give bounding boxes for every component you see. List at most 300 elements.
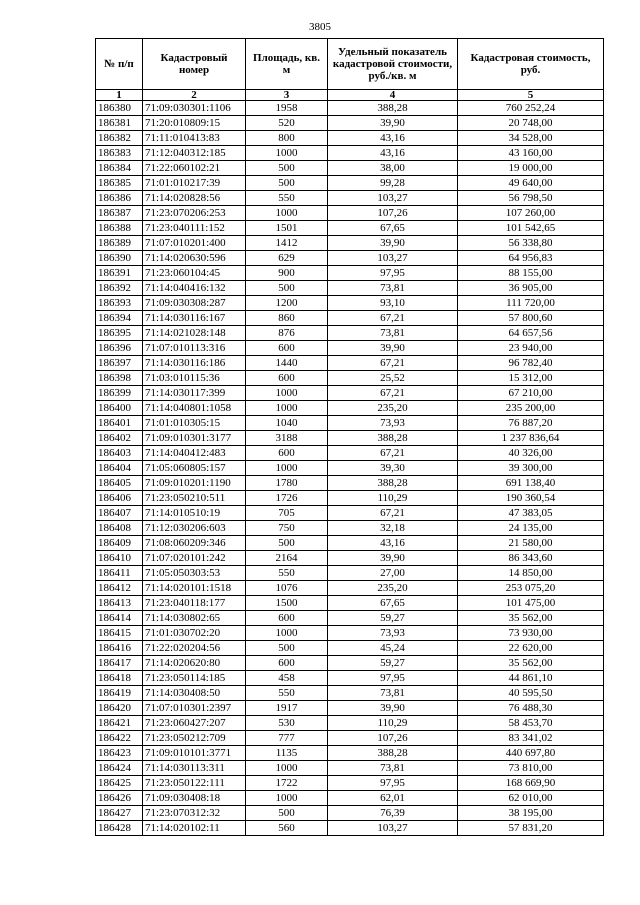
unit-rate-cell: 38,00 — [328, 161, 458, 176]
table-row — [96, 476, 604, 491]
table-row — [96, 761, 604, 776]
cadastral-number-cell: 71:03:010115:36 — [143, 371, 246, 386]
area-cell: 500 — [246, 281, 328, 296]
table-row — [96, 581, 604, 596]
unit-rate-cell: 39,90 — [328, 701, 458, 716]
cadastral-cost-cell: 101 542,65 — [458, 221, 604, 236]
table-row — [96, 551, 604, 566]
table-row — [96, 386, 604, 401]
area-cell: 1722 — [246, 776, 328, 791]
table-row — [96, 641, 604, 656]
table-row — [96, 371, 604, 386]
row-index-cell: 186386 — [96, 191, 143, 206]
cadastral-number-cell: 71:07:010301:2397 — [143, 701, 246, 716]
row-index-cell: 186383 — [96, 146, 143, 161]
cadastral-number-cell: 71:07:010201:400 — [143, 236, 246, 251]
area-cell: 500 — [246, 641, 328, 656]
cadastral-number-cell: 71:01:010305:15 — [143, 416, 246, 431]
unit-rate-cell: 388,28 — [328, 101, 458, 116]
unit-rate-cell: 67,65 — [328, 221, 458, 236]
cadastral-cost-cell: 58 453,70 — [458, 716, 604, 731]
unit-rate-cell: 73,81 — [328, 326, 458, 341]
cadastral-number-cell: 71:14:030117:399 — [143, 386, 246, 401]
row-index-cell: 186404 — [96, 461, 143, 476]
row-index-cell: 186405 — [96, 476, 143, 491]
cadastral-number-cell: 71:23:050212:709 — [143, 731, 246, 746]
cadastral-cost-cell: 64 956,83 — [458, 251, 604, 266]
header-row — [96, 39, 604, 90]
row-index-cell: 186390 — [96, 251, 143, 266]
area-cell: 1501 — [246, 221, 328, 236]
row-index-cell: 186412 — [96, 581, 143, 596]
area-cell: 1200 — [246, 296, 328, 311]
cadastral-cost-cell: 19 000,00 — [458, 161, 604, 176]
area-cell: 500 — [246, 176, 328, 191]
header-index: № п/п — [96, 39, 143, 90]
row-index-cell: 186413 — [96, 596, 143, 611]
cadastral-number-cell: 71:09:030301:1106 — [143, 101, 246, 116]
table-row — [96, 791, 604, 806]
area-cell: 1000 — [246, 461, 328, 476]
header-unit-rate: Удельный показатель кадастровой стоимости, руб./кв. м — [328, 39, 458, 90]
cadastral-cost-cell: 107 260,00 — [458, 206, 604, 221]
cadastral-cost-cell: 21 580,00 — [458, 536, 604, 551]
row-index-cell: 186400 — [96, 401, 143, 416]
area-cell: 629 — [246, 251, 328, 266]
cadastral-cost-cell: 15 312,00 — [458, 371, 604, 386]
page-number: 3805 — [309, 21, 331, 33]
unit-rate-cell: 97,95 — [328, 266, 458, 281]
row-index-cell: 186418 — [96, 671, 143, 686]
table-row — [96, 671, 604, 686]
table-row — [96, 566, 604, 581]
row-index-cell: 186397 — [96, 356, 143, 371]
cadastral-number-cell: 71:14:020102:11 — [143, 821, 246, 836]
cadastral-cost-cell: 76 887,20 — [458, 416, 604, 431]
unit-rate-cell: 67,21 — [328, 506, 458, 521]
row-index-cell: 186422 — [96, 731, 143, 746]
cadastral-number-cell: 71:23:050122:111 — [143, 776, 246, 791]
area-cell: 1412 — [246, 236, 328, 251]
cadastral-number-cell: 71:09:030308:287 — [143, 296, 246, 311]
cadastral-cost-cell: 168 669,90 — [458, 776, 604, 791]
unit-rate-cell: 97,95 — [328, 671, 458, 686]
unit-rate-cell: 67,21 — [328, 356, 458, 371]
table-row — [96, 626, 604, 641]
table-row — [96, 416, 604, 431]
cadastral-number-cell: 71:14:030113:311 — [143, 761, 246, 776]
unit-rate-cell: 388,28 — [328, 746, 458, 761]
row-index-cell: 186389 — [96, 236, 143, 251]
table-row — [96, 206, 604, 221]
row-index-cell: 186380 — [96, 101, 143, 116]
table-row — [96, 161, 604, 176]
area-cell: 1000 — [246, 146, 328, 161]
unit-rate-cell: 67,21 — [328, 311, 458, 326]
cadastral-number-cell: 71:14:021028:148 — [143, 326, 246, 341]
table-row — [96, 251, 604, 266]
table-row — [96, 611, 604, 626]
table-row — [96, 191, 604, 206]
table-row — [96, 341, 604, 356]
cadastral-number-cell: 71:05:060805:157 — [143, 461, 246, 476]
area-cell: 777 — [246, 731, 328, 746]
cadastral-number-cell: 71:07:020101:242 — [143, 551, 246, 566]
cadastral-number-cell: 71:22:020204:56 — [143, 641, 246, 656]
unit-rate-cell: 59,27 — [328, 656, 458, 671]
table-row — [96, 446, 604, 461]
table-row — [96, 431, 604, 446]
column-number: 4 — [328, 90, 458, 101]
table-row — [96, 311, 604, 326]
table-row — [96, 491, 604, 506]
table-row — [96, 536, 604, 551]
cadastral-cost-cell: 83 341,02 — [458, 731, 604, 746]
row-index-cell: 186402 — [96, 431, 143, 446]
unit-rate-cell: 73,81 — [328, 761, 458, 776]
unit-rate-cell: 43,16 — [328, 536, 458, 551]
row-index-cell: 186407 — [96, 506, 143, 521]
table-row — [96, 116, 604, 131]
unit-rate-cell: 107,26 — [328, 206, 458, 221]
unit-rate-cell: 110,29 — [328, 716, 458, 731]
cadastral-number-cell: 71:14:040416:132 — [143, 281, 246, 296]
row-index-cell: 186384 — [96, 161, 143, 176]
table-row — [96, 701, 604, 716]
row-index-cell: 186396 — [96, 341, 143, 356]
column-number: 5 — [458, 90, 604, 101]
row-index-cell: 186427 — [96, 806, 143, 821]
cadastral-number-cell: 71:23:060427:207 — [143, 716, 246, 731]
table-row — [96, 806, 604, 821]
cadastral-number-cell: 71:23:070312:32 — [143, 806, 246, 821]
row-index-cell: 186408 — [96, 521, 143, 536]
row-index-cell: 186399 — [96, 386, 143, 401]
area-cell: 550 — [246, 686, 328, 701]
cadastral-cost-cell: 235 200,00 — [458, 401, 604, 416]
cadastral-cost-cell: 35 562,00 — [458, 611, 604, 626]
area-cell: 1135 — [246, 746, 328, 761]
table-row — [96, 686, 604, 701]
cadastral-cost-cell: 67 210,00 — [458, 386, 604, 401]
cadastral-cost-cell: 40 326,00 — [458, 446, 604, 461]
row-index-cell: 186414 — [96, 611, 143, 626]
area-cell: 1780 — [246, 476, 328, 491]
table-row — [96, 356, 604, 371]
cadastral-cost-cell: 43 160,00 — [458, 146, 604, 161]
cadastral-cost-cell: 88 155,00 — [458, 266, 604, 281]
unit-rate-cell: 62,01 — [328, 791, 458, 806]
table-row — [96, 176, 604, 191]
unit-rate-cell: 25,52 — [328, 371, 458, 386]
cadastral-number-cell: 71:23:070206:253 — [143, 206, 246, 221]
row-index-cell: 186410 — [96, 551, 143, 566]
cadastral-cost-cell: 691 138,40 — [458, 476, 604, 491]
table-row — [96, 461, 604, 476]
header-cadastral-number: Кадастровый номер — [143, 39, 246, 90]
unit-rate-cell: 39,90 — [328, 116, 458, 131]
unit-rate-cell: 93,10 — [328, 296, 458, 311]
row-index-cell: 186394 — [96, 311, 143, 326]
table-row — [96, 281, 604, 296]
area-cell: 600 — [246, 446, 328, 461]
table-row — [96, 746, 604, 761]
row-index-cell: 186385 — [96, 176, 143, 191]
area-cell: 1917 — [246, 701, 328, 716]
area-cell: 705 — [246, 506, 328, 521]
cadastral-cost-cell: 20 748,00 — [458, 116, 604, 131]
unit-rate-cell: 103,27 — [328, 251, 458, 266]
cadastral-cost-cell: 111 720,00 — [458, 296, 604, 311]
cadastral-number-cell: 71:20:010809:15 — [143, 116, 246, 131]
cadastral-cost-cell: 34 528,00 — [458, 131, 604, 146]
cadastral-number-cell: 71:23:050210:511 — [143, 491, 246, 506]
table-row — [96, 716, 604, 731]
unit-rate-cell: 45,24 — [328, 641, 458, 656]
table-row — [96, 401, 604, 416]
cadastral-cost-cell: 86 343,60 — [458, 551, 604, 566]
area-cell: 1440 — [246, 356, 328, 371]
cadastral-number-cell: 71:14:010510:19 — [143, 506, 246, 521]
cadastral-number-cell: 71:01:010217:39 — [143, 176, 246, 191]
table-row — [96, 656, 604, 671]
cadastral-number-cell: 71:05:050303:53 — [143, 566, 246, 581]
unit-rate-cell: 99,28 — [328, 176, 458, 191]
row-index-cell: 186409 — [96, 536, 143, 551]
table-row — [96, 101, 604, 116]
header-cadastral-cost: Кадастровая стоимость, руб. — [458, 39, 604, 90]
unit-rate-cell: 27,00 — [328, 566, 458, 581]
row-index-cell: 186416 — [96, 641, 143, 656]
cadastral-number-cell: 71:14:030408:50 — [143, 686, 246, 701]
row-index-cell: 186425 — [96, 776, 143, 791]
unit-rate-cell: 73,81 — [328, 686, 458, 701]
area-cell: 860 — [246, 311, 328, 326]
unit-rate-cell: 235,20 — [328, 581, 458, 596]
area-cell: 900 — [246, 266, 328, 281]
area-cell: 500 — [246, 806, 328, 821]
row-index-cell: 186403 — [96, 446, 143, 461]
area-cell: 1000 — [246, 386, 328, 401]
cadastral-cost-cell: 73 930,00 — [458, 626, 604, 641]
cadastral-cost-cell: 62 010,00 — [458, 791, 604, 806]
area-cell: 550 — [246, 566, 328, 581]
cadastral-number-cell: 71:14:020101:1518 — [143, 581, 246, 596]
cadastral-cost-cell: 40 595,50 — [458, 686, 604, 701]
unit-rate-cell: 388,28 — [328, 476, 458, 491]
cadastral-cost-cell: 47 383,05 — [458, 506, 604, 521]
unit-rate-cell: 43,16 — [328, 146, 458, 161]
area-cell: 1000 — [246, 401, 328, 416]
row-index-cell: 186381 — [96, 116, 143, 131]
cadastral-cost-cell: 73 810,00 — [458, 761, 604, 776]
cadastral-table — [95, 38, 604, 836]
table-row — [96, 521, 604, 536]
cadastral-cost-cell: 23 940,00 — [458, 341, 604, 356]
row-index-cell: 186388 — [96, 221, 143, 236]
area-cell: 800 — [246, 131, 328, 146]
unit-rate-cell: 76,39 — [328, 806, 458, 821]
cadastral-number-cell: 71:14:040801:1058 — [143, 401, 246, 416]
row-index-cell: 186426 — [96, 791, 143, 806]
cadastral-number-cell: 71:23:040111:152 — [143, 221, 246, 236]
table-row — [96, 131, 604, 146]
cadastral-number-cell: 71:09:030408:18 — [143, 791, 246, 806]
unit-rate-cell: 73,93 — [328, 626, 458, 641]
unit-rate-cell: 67,21 — [328, 446, 458, 461]
cadastral-number-cell: 71:01:030702:20 — [143, 626, 246, 641]
area-cell: 600 — [246, 371, 328, 386]
unit-rate-cell: 59,27 — [328, 611, 458, 626]
unit-rate-cell: 235,20 — [328, 401, 458, 416]
row-index-cell: 186406 — [96, 491, 143, 506]
row-index-cell: 186428 — [96, 821, 143, 836]
cadastral-cost-cell: 49 640,00 — [458, 176, 604, 191]
unit-rate-cell: 32,18 — [328, 521, 458, 536]
table-row — [96, 296, 604, 311]
row-index-cell: 186387 — [96, 206, 143, 221]
cadastral-number-cell: 71:22:060102:21 — [143, 161, 246, 176]
cadastral-number-cell: 71:14:030802:65 — [143, 611, 246, 626]
area-cell: 1000 — [246, 761, 328, 776]
area-cell: 1500 — [246, 596, 328, 611]
area-cell: 600 — [246, 656, 328, 671]
row-index-cell: 186401 — [96, 416, 143, 431]
unit-rate-cell: 67,21 — [328, 386, 458, 401]
cadastral-number-cell: 71:23:040118:177 — [143, 596, 246, 611]
cadastral-cost-cell: 35 562,00 — [458, 656, 604, 671]
cadastral-cost-cell: 76 488,30 — [458, 701, 604, 716]
row-index-cell: 186423 — [96, 746, 143, 761]
area-cell: 876 — [246, 326, 328, 341]
row-index-cell: 186417 — [96, 656, 143, 671]
area-cell: 3188 — [246, 431, 328, 446]
area-cell: 2164 — [246, 551, 328, 566]
table-row — [96, 506, 604, 521]
cadastral-number-cell: 71:14:020630:596 — [143, 251, 246, 266]
unit-rate-cell: 67,65 — [328, 596, 458, 611]
table-row — [96, 731, 604, 746]
row-index-cell: 186391 — [96, 266, 143, 281]
unit-rate-cell: 39,90 — [328, 341, 458, 356]
cadastral-cost-cell: 57 831,20 — [458, 821, 604, 836]
cadastral-number-cell: 71:09:010201:1190 — [143, 476, 246, 491]
row-index-cell: 186393 — [96, 296, 143, 311]
area-cell: 550 — [246, 191, 328, 206]
unit-rate-cell: 103,27 — [328, 821, 458, 836]
area-cell: 520 — [246, 116, 328, 131]
row-index-cell: 186382 — [96, 131, 143, 146]
cadastral-cost-cell: 14 850,00 — [458, 566, 604, 581]
row-index-cell: 186424 — [96, 761, 143, 776]
row-index-cell: 186420 — [96, 701, 143, 716]
cadastral-cost-cell: 440 697,80 — [458, 746, 604, 761]
unit-rate-cell: 73,93 — [328, 416, 458, 431]
table-row — [96, 821, 604, 836]
unit-rate-cell: 39,90 — [328, 236, 458, 251]
unit-rate-cell: 103,27 — [328, 191, 458, 206]
row-index-cell: 186411 — [96, 566, 143, 581]
row-index-cell: 186392 — [96, 281, 143, 296]
cadastral-number-cell: 71:07:010113:316 — [143, 341, 246, 356]
cadastral-number-cell: 71:14:040412:483 — [143, 446, 246, 461]
cadastral-cost-cell: 64 657,56 — [458, 326, 604, 341]
unit-rate-cell: 388,28 — [328, 431, 458, 446]
cadastral-cost-cell: 22 620,00 — [458, 641, 604, 656]
area-cell: 600 — [246, 341, 328, 356]
cadastral-cost-cell: 44 861,10 — [458, 671, 604, 686]
table-row — [96, 266, 604, 281]
cadastral-number-cell: 71:14:020828:56 — [143, 191, 246, 206]
cadastral-number-cell: 71:14:030116:167 — [143, 311, 246, 326]
table-row — [96, 596, 604, 611]
area-cell: 1726 — [246, 491, 328, 506]
unit-rate-cell: 97,95 — [328, 776, 458, 791]
area-cell: 750 — [246, 521, 328, 536]
unit-rate-cell: 73,81 — [328, 281, 458, 296]
cadastral-number-cell: 71:14:030116:186 — [143, 356, 246, 371]
table-row — [96, 146, 604, 161]
area-cell: 1000 — [246, 206, 328, 221]
cadastral-number-cell: 71:23:060104:45 — [143, 266, 246, 281]
table-row — [96, 221, 604, 236]
column-number: 2 — [143, 90, 246, 101]
cadastral-cost-cell: 96 782,40 — [458, 356, 604, 371]
table-row — [96, 236, 604, 251]
column-number: 1 — [96, 90, 143, 101]
row-index-cell: 186419 — [96, 686, 143, 701]
cadastral-number-cell: 71:14:020620:80 — [143, 656, 246, 671]
unit-rate-cell: 107,26 — [328, 731, 458, 746]
cadastral-number-cell: 71:09:010301:3177 — [143, 431, 246, 446]
cadastral-number-cell: 71:23:050114:185 — [143, 671, 246, 686]
table-body — [96, 101, 604, 836]
area-cell: 1076 — [246, 581, 328, 596]
area-cell: 500 — [246, 161, 328, 176]
unit-rate-cell: 39,30 — [328, 461, 458, 476]
cadastral-cost-cell: 56 338,80 — [458, 236, 604, 251]
cadastral-cost-cell: 56 798,50 — [458, 191, 604, 206]
area-cell: 1000 — [246, 791, 328, 806]
column-number-row — [96, 90, 604, 101]
cadastral-cost-cell: 760 252,24 — [458, 101, 604, 116]
cadastral-cost-cell: 36 905,00 — [458, 281, 604, 296]
cadastral-cost-cell: 57 800,60 — [458, 311, 604, 326]
row-index-cell: 186415 — [96, 626, 143, 641]
table-row — [96, 326, 604, 341]
area-cell: 560 — [246, 821, 328, 836]
area-cell: 530 — [246, 716, 328, 731]
cadastral-number-cell: 71:09:010101:3771 — [143, 746, 246, 761]
unit-rate-cell: 110,29 — [328, 491, 458, 506]
area-cell: 1958 — [246, 101, 328, 116]
cadastral-number-cell: 71:12:040312:185 — [143, 146, 246, 161]
unit-rate-cell: 39,90 — [328, 551, 458, 566]
row-index-cell: 186421 — [96, 716, 143, 731]
area-cell: 1000 — [246, 626, 328, 641]
row-index-cell: 186398 — [96, 371, 143, 386]
cadastral-cost-cell: 24 135,00 — [458, 521, 604, 536]
cadastral-number-cell: 71:12:030206:603 — [143, 521, 246, 536]
cadastral-cost-cell: 38 195,00 — [458, 806, 604, 821]
area-cell: 600 — [246, 611, 328, 626]
cadastral-cost-cell: 190 360,54 — [458, 491, 604, 506]
table-row — [96, 776, 604, 791]
cadastral-cost-cell: 39 300,00 — [458, 461, 604, 476]
cadastral-cost-cell: 1 237 836,64 — [458, 431, 604, 446]
area-cell: 500 — [246, 536, 328, 551]
area-cell: 458 — [246, 671, 328, 686]
